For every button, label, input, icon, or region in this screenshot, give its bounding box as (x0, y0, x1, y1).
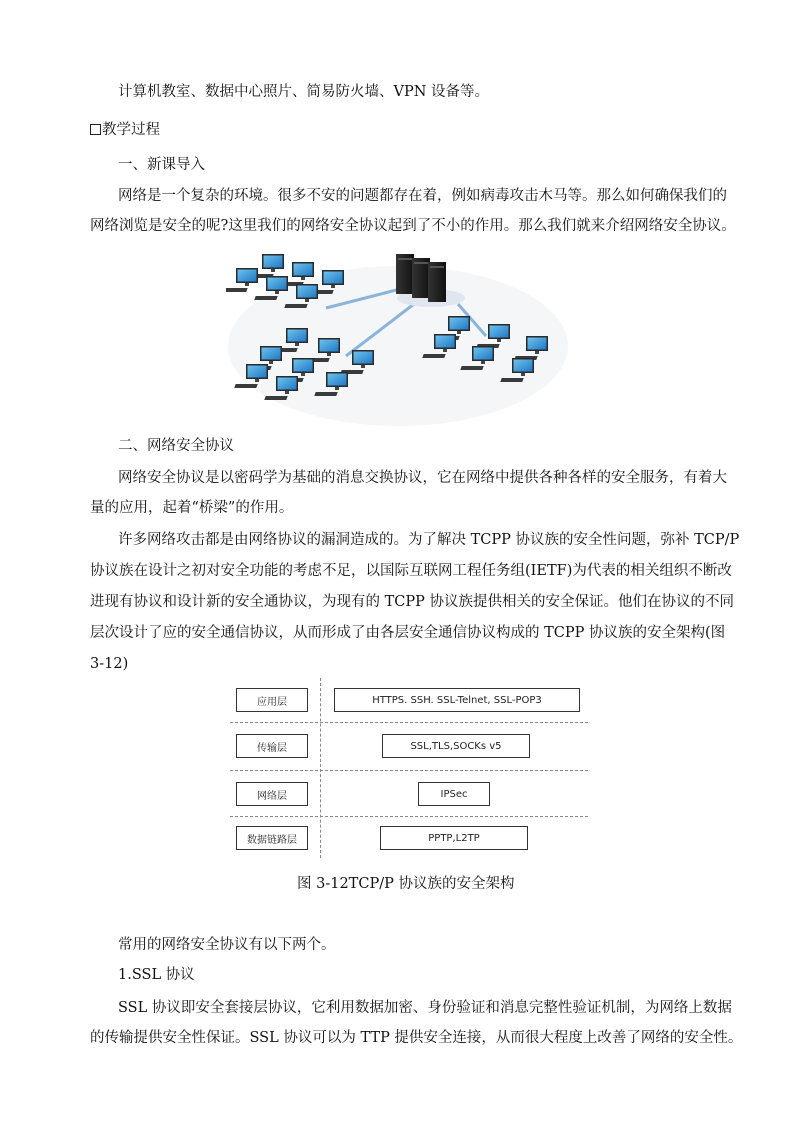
paragraph-line: 3-12) (90, 656, 129, 672)
paragraph-line: 进现有协议和设计新的安全通协议，为现有的 TCPP 协议族提供相关的安全保证。他们在协议的不同 (90, 594, 734, 610)
paragraph-line: 常用的网络安全协议有以下两个。 (118, 937, 336, 953)
paragraph-line: 网络浏览是安全的呢?这里我们的网络安全协议起到了不小的作用。那么我们就来介绍网络安全协议。 (90, 218, 736, 234)
paragraph-line: 层次设计了应的安全通信协议，从而形成了由各层安全通信协议构成的 TCPP 协议族的安全架构(图 (90, 625, 726, 641)
layer-transport: 传输层 (236, 734, 308, 758)
protocols-application: HTTPS. SSH. SSL-Telnet, SSL-POP3 (334, 688, 580, 712)
layer-datalink: 数据链路层 (236, 826, 308, 850)
diagram-divider (320, 678, 321, 858)
paragraph-line: 网络安全协议是以密码学为基础的消息交换协议，它在网络中提供各种各样的安全服务，有着大 (118, 470, 727, 486)
materials-line: 计算机教室、数据中心照片、简易防火墙、VPN 设备等。 (118, 84, 490, 100)
protocols-transport: SSL,TLS,SOCKs v5 (382, 734, 530, 758)
paragraph-line: 许多网络攻击都是由网络协议的漏洞造成的。为了解决 TCPP 协议族的安全性问题，弥补 TCP/P (118, 532, 740, 548)
protocols-datalink: PPTP,L2TP (380, 826, 528, 850)
diagram-divider (230, 770, 588, 771)
protocols-network: IPSec (418, 782, 490, 806)
heading-ssl: 1.SSL 协议 (118, 967, 195, 983)
paragraph-line: SSL 协议即安全套接层协议，它利用数据加密、身份验证和消息完整性验证机制，为网络上数据 (118, 1000, 732, 1016)
protocol-architecture-diagram (226, 678, 594, 864)
paragraph-line: 量的应用，起着“桥梁”的作用。 (90, 500, 294, 516)
heading-intro: 一、新课导入 (118, 157, 205, 173)
paragraph-line: 的传输提供安全性保证。SSL 协议可以为 TTP 提供安全连接，从而很大程度上改善了网络的安全性。 (90, 1030, 743, 1046)
section-heading-text: 教学过程 (102, 122, 160, 138)
heading-protocols: 二、网络安全协议 (118, 438, 234, 454)
checkbox-icon (90, 124, 101, 135)
diagram-divider (230, 816, 588, 817)
section-heading-teaching-process (90, 120, 160, 140)
layer-network: 网络层 (236, 782, 308, 806)
layer-application: 应用层 (236, 688, 308, 712)
network-illustration (226, 246, 570, 428)
diagram-divider (230, 722, 588, 723)
paragraph-line: 协议族在设计之初对安全功能的考虑不足，以国际互联网工程任务组(IETF)为代表的相关组织不断改 (90, 563, 732, 579)
paragraph-line: 网络是一个复杂的环境。很多不安的问题都存在着，例如病毒攻击木马等。那么如何确保我们的 (118, 188, 727, 204)
figure-caption: 图 3-12TCP/P 协议族的安全架构 (297, 876, 515, 892)
